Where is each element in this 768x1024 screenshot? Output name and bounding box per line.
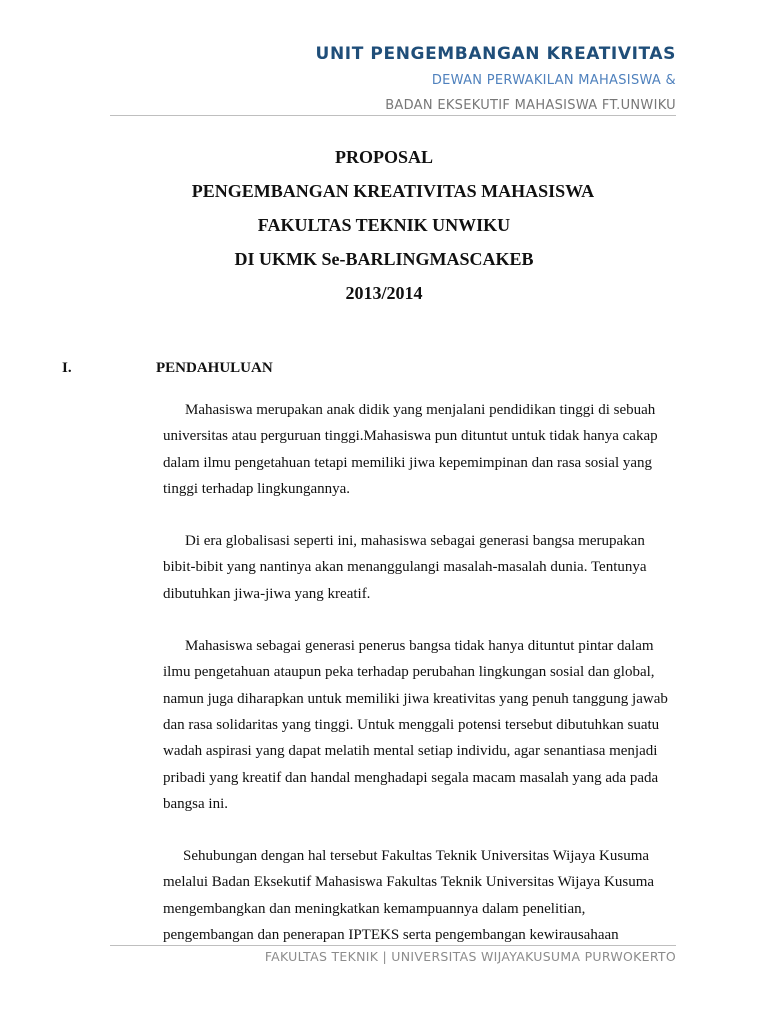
header-divider [110, 115, 676, 116]
title-faculty: FAKULTAS TEKNIK UNWIKU [257, 215, 511, 235]
section-heading [62, 357, 676, 379]
document-body [163, 397, 677, 948]
page-footer: FAKULTAS TEKNIK | UNIVERSITAS WIJAYAKUSUMA PURWOKERTO [264, 949, 676, 964]
paragraph-3: Mahasiswa sebagai generasi penerus bangsa tidak hanya dituntut pintar dalam ilmu pengetahuan ataupun peka terhadap perubahan lingkungan sosial dan global, namun juga diharapkan untuk memiliki jiwa kreativitas yang penuh tanggung jawab dan rasa solidaritas yang tinggi. Untuk menggali potensi tersebut dibutuhkan suatu wadah aspirasi yang dapat melatih mental setiap individu, agar senantiasa menjadi pribadi yang kreatif dan handal menghadapi segala macam masalah yang ada pada bangsa ini. [163, 638, 668, 812]
section-number: I. [62, 360, 72, 376]
header-subtitle-bem: BADAN EKSEKUTIF MAHASISWA FT.UNWIKU [385, 98, 676, 113]
title-proposal: PROPOSAL [334, 147, 433, 167]
paragraph-1: Mahasiswa merupakan anak didik yang menjalani pendidikan tinggi di sebuah universitas atau perguruan tinggi.Mahasiswa pun dituntut untuk tidak hanya cakap dalam ilmu pengetahuan tetapi memiliki jiwa kepemimpinan dan rasa sosial yang tinggi terhadap lingkungannya. [163, 402, 658, 497]
document-title [0, 140, 768, 310]
page-header [110, 40, 676, 118]
footer-divider [110, 945, 676, 946]
title-program: PENGEMBANGAN KREATIVITAS MAHASISWA [191, 181, 595, 201]
title-year: 2013/2014 [345, 283, 423, 303]
header-subtitle-dpm: DEWAN PERWAKILAN MAHASISWA & [431, 73, 676, 88]
header-unit-title: UNIT PENGEMBANGAN KREATIVITAS [315, 44, 676, 64]
paragraph-4: Sehubungan dengan hal tersebut Fakultas Teknik Universitas Wijaya Kusuma melalui Badan Eksekutif Mahasiswa Fakultas Teknik Universitas Wijaya Kusuma mengembangkan dan meningkatkan kemampuannya dalam penelitian, pengembangan dan penerapan IPTEKS serta pengembangan kewirausahaan [163, 848, 655, 944]
paragraph-2: Di era globalisasi seperti ini, mahasiswa sebagai generasi bangsa merupakan bibit-bibit yang nantinya akan menanggulangi masalah-masalah dunia. Tentunya dibutuhkan jiwa-jiwa yang kreatif. [163, 533, 647, 602]
section-title: PENDAHULUAN [156, 360, 273, 376]
title-venue: DI UKMK Se-BARLINGMASCAKEB [234, 249, 534, 269]
